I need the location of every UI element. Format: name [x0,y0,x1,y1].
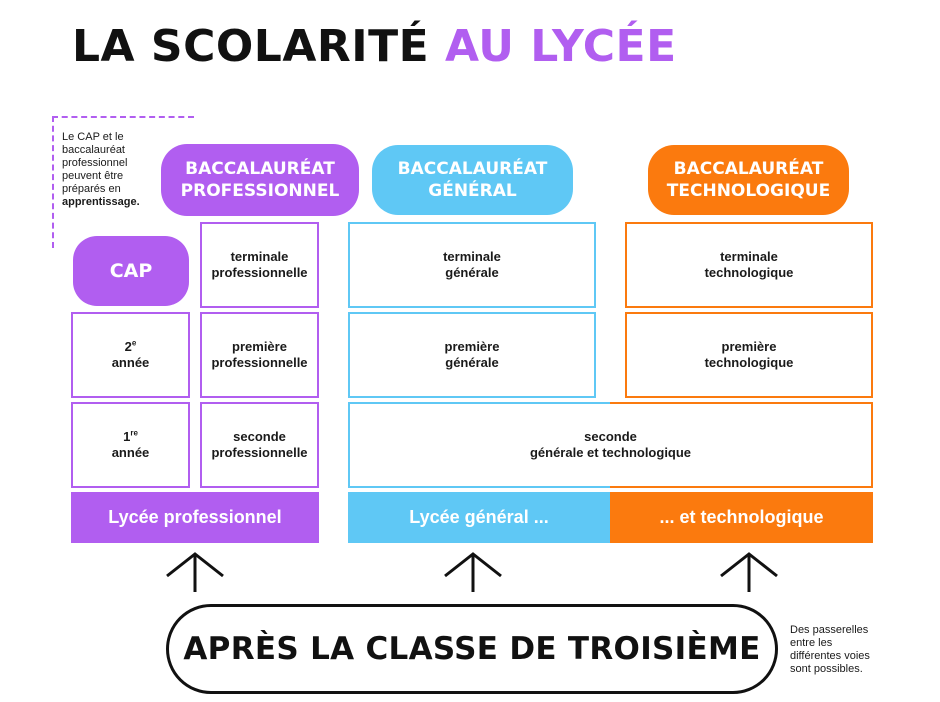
cell-line: technologique [704,355,794,370]
cap-label: CAP [109,260,153,282]
premiere-techno-cell [625,312,873,398]
after-troisieme-capsule [166,604,778,694]
cell-line: professionnelle [211,265,308,280]
cap-pill [73,236,189,306]
bar-label: ... et technologique [659,507,824,527]
note-bold: apprentissage. [62,196,140,208]
note-line: professionnel [62,157,128,169]
pill-line: TECHNOLOGIQUE [666,181,831,201]
note-line: préparés en [62,183,121,195]
bac-techno-pill [648,145,849,215]
year-label: année [111,355,150,370]
year-sup: e [131,338,137,348]
cell-line: technologique [704,265,794,280]
cell-line: professionnelle [211,445,308,460]
cell-line: professionnelle [211,355,308,370]
arrow-up-icon [441,550,505,594]
cell-line: première [721,339,777,354]
bar-label: Lycée général ... [409,507,549,527]
terminale-techno-cell [625,222,873,308]
seconde-gt-bottom-orange [610,486,873,488]
seconde-gt-cell [352,406,869,484]
after-label: APRÈS LA CLASSE DE TROISIÈME [183,631,761,667]
terminale-pro-cell [200,222,319,308]
year-sup: re [130,428,138,438]
note-line: différentes voies [790,650,870,662]
bac-general-pill [372,145,573,215]
terminale-generale-cell [348,222,596,308]
note-passerelles [790,624,870,676]
note-line: sont possibles. [790,663,863,675]
note-line: entre les [790,637,833,649]
arrow-up-icon [717,550,781,594]
lycee-techno-bar [610,492,873,543]
note-line: baccalauréat [62,144,125,156]
bar-label: Lycée professionnel [108,507,282,527]
arrow-up-icon [163,550,227,594]
title-part2: AU LYCÉE [445,21,677,72]
note-line: Le CAP et le [62,131,124,143]
cell-line: première [232,339,287,354]
cell-line: première [444,339,500,354]
note-apprentissage [62,131,140,209]
note-line: peuvent être [62,170,124,182]
lycee-general-bar [348,492,610,543]
year-num: 2 [124,339,132,354]
bac-pro-pill [161,144,359,216]
pill-line: GÉNÉRAL [428,181,517,201]
cap-year-2 [71,312,190,398]
year-number [125,339,137,355]
year-num: 1 [123,429,131,444]
title-part1: LA SCOLARITÉ [72,21,430,72]
cap-year-1 [71,402,190,488]
cell-line: seconde [584,429,637,444]
cell-line: terminale [443,249,501,264]
premiere-pro-cell [200,312,319,398]
pill-line: BACCALAURÉAT [673,159,824,179]
cell-line: terminale [230,249,289,264]
year-label: année [111,445,150,460]
seconde-gt-top-orange [610,402,873,404]
seconde-pro-cell [200,402,319,488]
lycee-pro-bar [71,492,319,543]
page-title [72,22,677,72]
pill-line: BACCALAURÉAT [397,159,548,179]
year-number [123,429,138,445]
note-line: Des passerelles [790,624,869,636]
pill-line: BACCALAURÉAT [185,159,335,179]
cell-line: générale [445,265,499,280]
cell-line: générale et technologique [529,445,692,460]
cell-line: générale [445,355,499,370]
pill-line: PROFESSIONNEL [180,181,340,201]
cell-line: seconde [233,429,286,444]
cell-line: terminale [720,249,778,264]
premiere-generale-cell [348,312,596,398]
